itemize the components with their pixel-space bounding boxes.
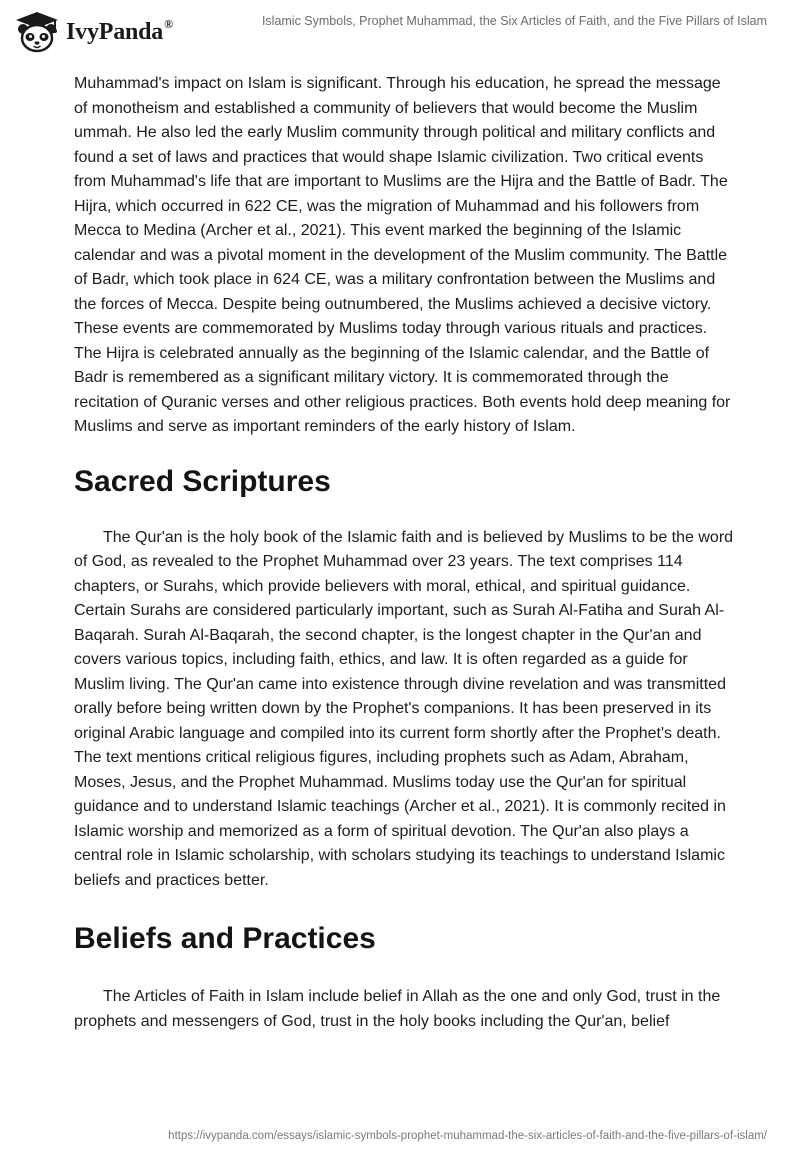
- brand-text: IvyPanda: [66, 18, 164, 45]
- panda-graduate-icon: [14, 10, 60, 54]
- brand-name: [66, 16, 173, 46]
- essay-content: [74, 72, 734, 1034]
- source-url[interactable]: https://ivypanda.com/essays/islamic-symbols-prophet-muhammad-the-six-articles-of-faith-and-the-five-pillars-of-islam/: [168, 1130, 767, 1142]
- beliefs-practices-paragraph: The Articles of Faith in Islam include belief in Allah as the one and only God, trust in the prophets and messengers of God, trust in the holy books including the Qur'an, belief: [74, 988, 721, 1030]
- intro-paragraph: Muhammad's impact on Islam is significant. Through his education, he spread the message of monotheism and established a community of believers that would become the Muslim ummah. He also led the early Muslim community through political and military conflicts and found a set of laws and practices that would shape Islamic civilization. Two critical events from Muhammad's life that are important to Muslims are the Hijra and the Battle of Badr. The Hijra, which occurred in 622 CE, was the migration of Muhammad and his followers from Mecca to Medina (Archer et al., 2021). This event marked the beginning of the Islamic calendar and was a pivotal moment in the development of the Muslim community. The Battle of Badr, which took place in 624 CE, was a military confrontation between the Muslims and the forces of Mecca. Despite being outnumbered, the Muslims achieved a decisive victory. These events are commemorated by Muslims today through various rituals and practices. The Hijra is celebrated annually as the beginning of the Islamic calendar, and the Battle of Badr is remembered as a significant military victory. It is commemorated through the recitation of Quranic verses and other religious practices. Both events hold deep meaning for Muslims and serve as important reminders of the early history of Islam.: [74, 75, 731, 435]
- sacred-scriptures-paragraph: The Qur'an is the holy book of the Islamic faith and is believed by Muslims to be the word of God, as revealed to the Prophet Muhammad over 23 years. The text comprises 114 chapters, or Surahs, which provide believers with moral, ethical, and spiritual guidance. Certain Surahs are considered particularly important, such as Surah Al-Fatiha and Surah Al-Baqarah. Surah Al-Baqarah, the second chapter, is the longest chapter in the Qur'an and covers various topics, including faith, ethics, and law. It is often regarded as a guide for Muslim living. The Qur'an came into existence through divine revelation and was transmitted orally before being written down by the Prophet's companions. It has been preserved in its original Arabic language and compiled into its current form shortly after the Prophet's death. The text mentions critical religious figures, including prophets such as Adam, Abraham, Moses, Jesus, and the Prophet Muhammad. Muslims today use the Qur'an for spiritual guidance and to understand Islamic teachings (Archer et al., 2021). It is commonly recited in Islamic worship and memorized as a form of spiritual devotion. The Qur'an also plays a central role in Islamic scholarship, with scholars studying its teachings to understand Islamic beliefs and practices better.: [74, 528, 734, 889]
- beliefs-practices-heading: Beliefs and Practices: [74, 922, 376, 955]
- document-title: Islamic Symbols, Prophet Muhammad, the Six Articles of Faith, and the Five Pillars of Islam: [261, 14, 767, 28]
- sacred-scriptures-heading: Sacred Scriptures: [74, 464, 331, 498]
- page-header: [0, 0, 800, 62]
- registered-mark: ®: [164, 16, 173, 31]
- ivypanda-logo[interactable]: [14, 10, 173, 54]
